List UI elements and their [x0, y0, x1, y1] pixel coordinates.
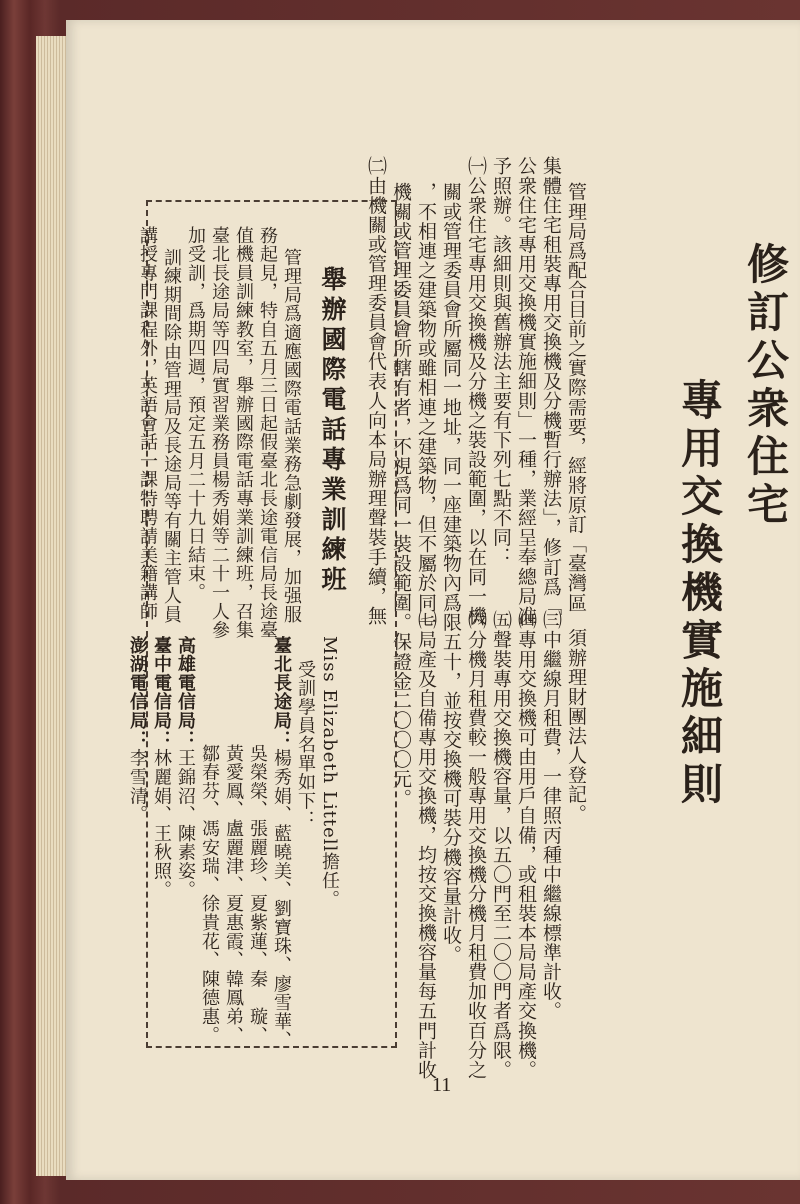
- notice-line-6: 訓練期間除由管理局及長途局等有關主管人員: [161, 248, 182, 624]
- article-title-line2: 專用交換機實施細則: [675, 378, 724, 810]
- bureau-taipei: 臺北長途局：: [271, 636, 292, 749]
- teacher-suffix: 擔任。: [319, 852, 340, 909]
- bureau-penghu: 澎湖電信局：: [127, 636, 148, 749]
- notice-line-5: 加受訓，爲期四週，預定五月二十九日結束。: [185, 226, 206, 602]
- penghu-line: [128, 636, 146, 824]
- article-item-1-cont-1: 關或管理委員會所屬同一地址，同一座建築物內爲限: [440, 182, 462, 632]
- penghu-names: 李雪清。: [127, 748, 148, 825]
- book-page: [66, 20, 800, 1180]
- article-item-2: ㈡由機關或管理委員會代表人向本局辦理聲裝手續，無: [365, 156, 387, 626]
- article-item-2-cont: 須辦理財團法人登記。: [565, 628, 587, 824]
- page-number: 11: [432, 1074, 452, 1096]
- bureau-kaohsiung: 高雄電信局：: [175, 636, 196, 749]
- teacher-line: [320, 636, 338, 909]
- taipei-line-4: 鄒春芬、馮安瑞、徐貴花、陳德惠。: [199, 744, 220, 1045]
- article-item-5: ㈤聲裝專用交換機容量，以五〇門至二〇〇門者爲限。: [490, 610, 512, 1080]
- teacher-name: Miss Elizabeth Littell: [319, 636, 340, 853]
- taichung-line: [152, 636, 170, 899]
- notice-line-4: 臺北長途局等四局實習業務員楊秀娟等二十一人參: [209, 226, 230, 640]
- article-item-6: ㈥分機月租費較一般專用交換機分機月租費加收百分之: [465, 610, 487, 1080]
- notice-line-3: 值機員訓練教室，舉辦國際電話專業訓練班，召集: [233, 226, 254, 640]
- trainee-intro: 受訓學員名單如下：: [295, 660, 316, 830]
- notice-line-7: 講授專門課程外，英語會話一課特聘請美籍講師: [137, 226, 158, 621]
- notice-box: [127, 200, 397, 1050]
- article-item-1-cont-3: 機關或管理委員會所轄有者，不視爲同一裝設範圍。: [390, 182, 412, 632]
- article-item-7: ㈦局產及自備專用交換機，均按交換機容量每五門計收: [415, 610, 437, 1080]
- article-line-3: 公衆住宅專用交換機實施細則」一種，業經呈奉總局准: [515, 156, 537, 626]
- notice-line-2: 務起見，特自五月三日起假臺北長途電信局長途臺: [257, 226, 278, 640]
- taichung-names: 林麗娟、王秋照。: [151, 748, 172, 900]
- article-title-line1: 修訂公衆住宅: [741, 242, 790, 530]
- article-line-2: 集體住宅租裝專用交換機及分機暫行辦法」，修訂爲「: [540, 156, 562, 616]
- article-line-1: 管理局爲配合目前之實際需要，經將原訂「臺灣區: [565, 182, 587, 613]
- article-line-4: 予照辦。該細則與舊辦法主要有下列七點不同：: [490, 156, 512, 567]
- taipei-line-2: 吳榮榮、張麗珍、夏紫蓮、秦 璇、: [247, 744, 268, 1045]
- article-item-7-cont: 保證金二〇〇〇元。: [390, 632, 412, 808]
- article-item-4: ㈣專用交換機可由用戶自備，或租裝本局局產交換機。: [515, 610, 537, 1080]
- taipei-line-1: [272, 636, 290, 1050]
- taipei-line-3: 黃愛鳳、盧麗津、夏惠霞、韓鳳弟、: [223, 744, 244, 1045]
- article-item-1-cont-2: ，不相連之建築物或雖相連之建築物，但不屬於同一: [415, 182, 437, 632]
- kaohsiung-names: 王錦沼、陳素姿。: [175, 748, 196, 900]
- article-item-3: ㈢中繼線月租費，一律照丙種中繼線標準計收。: [540, 610, 562, 1021]
- notice-line-1: 管理局爲適應國際電話業務急劇發展，加强服: [281, 248, 302, 624]
- bureau-taichung: 臺中電信局：: [151, 636, 172, 749]
- kaohsiung-line: [176, 636, 194, 899]
- notice-title: 舉辦國際電話專業訓練班: [318, 266, 347, 596]
- article-item-1: ㈠公衆住宅專用交換機及分機之裝設範圍，以在同一機: [465, 156, 487, 626]
- taipei-names-1: 楊秀娟、藍曉美、劉寶珠、廖雪華、: [271, 748, 292, 1050]
- article-item-6-cont: 五十，並按交換機可裝分機容量計收。: [440, 632, 462, 965]
